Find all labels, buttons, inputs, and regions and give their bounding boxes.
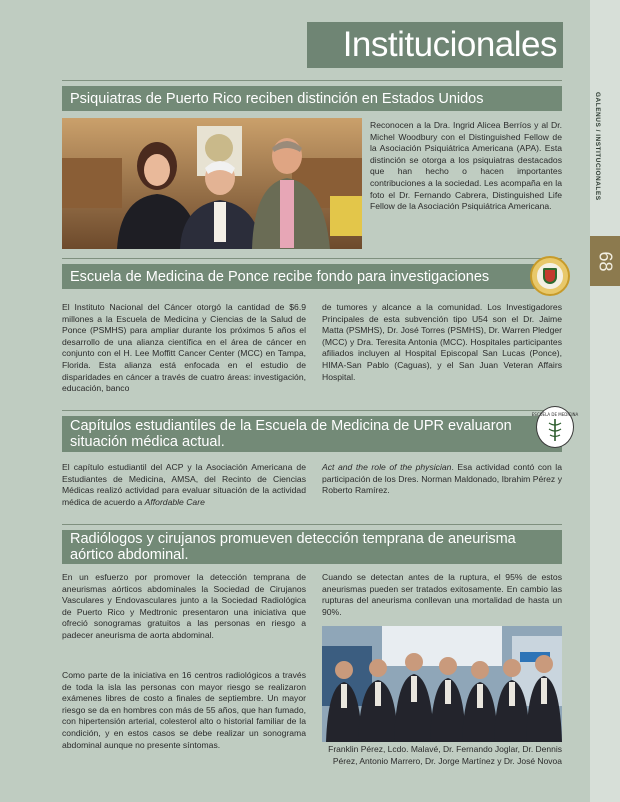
caduceus-icon (531, 407, 579, 447)
award-photo (62, 118, 362, 249)
article-2-col2: de tumores y alcance a la comunidad. Los Investigadores Principales de esta subvención tipo U54 son el Dr. Jaime Matta (PSMHS), Dr. José Torres (PSMHS), Dr. Warren Pledger (MCC) y Dra. Teresita Antonia (MCC). Hospitales participantes afiliados incluyen al Hospital Episcopal San Lucas (Ponce), HIMA-San Pablo (Caguas), y el San Juan Veteran Affairs Hospital. (322, 302, 562, 382)
article-4-col1-p1: En un esfuerzo por promover la detección temprana de aneurismas aórticos abdominales la Sociedad de Cirujanos Vasculares y Endovasculares junto a la Sociedad Radiológica de Puerto Rico y Medtronic presentaron una iniciativa que ofreció sonogramas gratuitos a las personas en riesgo a padecer aneurisma de aorta abdominal. (62, 572, 306, 640)
article-4-col2-p1: Cuando se detectan antes de la ruptura, el 95% de estos aneurismas pueden ser tratados exitosamente. En cambio las rupturas del aneurisma conllevan una mortalidad de hasta un 90%. (322, 572, 562, 617)
article-4-col1-p2: Como parte de la iniciativa en 16 centros radiológicos a través de toda la isla las personas con mayor riesgo se realizaron exámenes libres de costo a finales de septiembre. Un mayor riesgo se da en hombres con más de 55 años, que han fumado, con hipertensión arterial, colesterol alto o historial familiar de la condición, y en estos casos se debe realizar un sonograma abdominal aunque no presente síntomas. (62, 670, 306, 750)
upr-medicine-seal (531, 406, 579, 448)
divider (62, 524, 562, 525)
article-1-body: Reconocen a la Dra. Ingrid Alicea Berríos y al Dr. Michel Woodbury con el Distinguished Fellow de la Asociación Psiquiátrica Americana (APA). Esta distinción se otorga a los psiquiatras destacados que han hecho o hacen importantes contribuciones a la sociedad. Les acompaña en la foto el Dr. Fernando Cabrera, Distinguished Life Fellow de la Asociación Psiquiátrica Americana. (370, 120, 562, 212)
section-label: GALENUS / INSTITUCIONALES (594, 92, 601, 201)
page-title: Institucionales (307, 22, 563, 68)
article-3-col1: El capítulo estudiantil del ACP y la Asociación Americana de Estudiantes de Medicina, AMSA, del Recinto de Ciencias Médicas realizó actividad para evaluar situación de la actividad médica de acuerdo a Affordable Care (62, 462, 306, 507)
article-4-title: Radiólogos y cirujanos promueven detección temprana de aneurisma aórtico abdominal. (62, 530, 562, 564)
page-number: 68 (590, 236, 620, 286)
article-3-col2: Act and the role of the physician. Esa actividad contó con la participación de los Dres. Norman Maldonado, Ibrahim Pérez y Roberto Ramírez. (322, 462, 562, 496)
article-1-title: Psiquiatras de Puerto Rico reciben distinción en Estados Unidos (62, 86, 562, 111)
ponce-school-seal (530, 256, 570, 296)
article-2-col1: El Instituto Nacional del Cáncer otorgó la cantidad de $6.9 millones a la Escuela de Medicina y Ciencias de la Salud de Ponce (PSMHS) para ampliar durante los próximos 5 años el desarrollo de una alianza científica en el área de cáncer en conjunto con el H. Lee Moffitt Cancer Center (MCC) en Tampa, Florida. Esta alianza está enfocada en el estudio de disparidades en cáncer a través de cuatro áreas: investigación, educación, banco (62, 302, 306, 394)
divider (62, 258, 562, 259)
group-photo-image (322, 626, 562, 742)
article-3-title: Capítulos estudiantiles de la Escuela de Medicina de UPR evaluaron situación médica actual. (62, 416, 562, 452)
article-2-title: Escuela de Medicina de Ponce recibe fondo para investigaciones (62, 264, 562, 289)
divider (62, 80, 562, 81)
divider (62, 410, 562, 411)
side-strip (590, 0, 620, 802)
svg-text:ESCUELA DE MEDICINA: ESCUELA DE MEDICINA (531, 412, 579, 417)
award-photo-image (62, 118, 362, 249)
group-photo-caption: Franklin Pérez, Lcdo. Malavé, Dr. Fernando Joglar, Dr. Dennis Pérez, Antonio Marrero, Dr. Jorge Martínez y Dr. José Novoa (328, 744, 562, 766)
group-photo (322, 626, 562, 742)
